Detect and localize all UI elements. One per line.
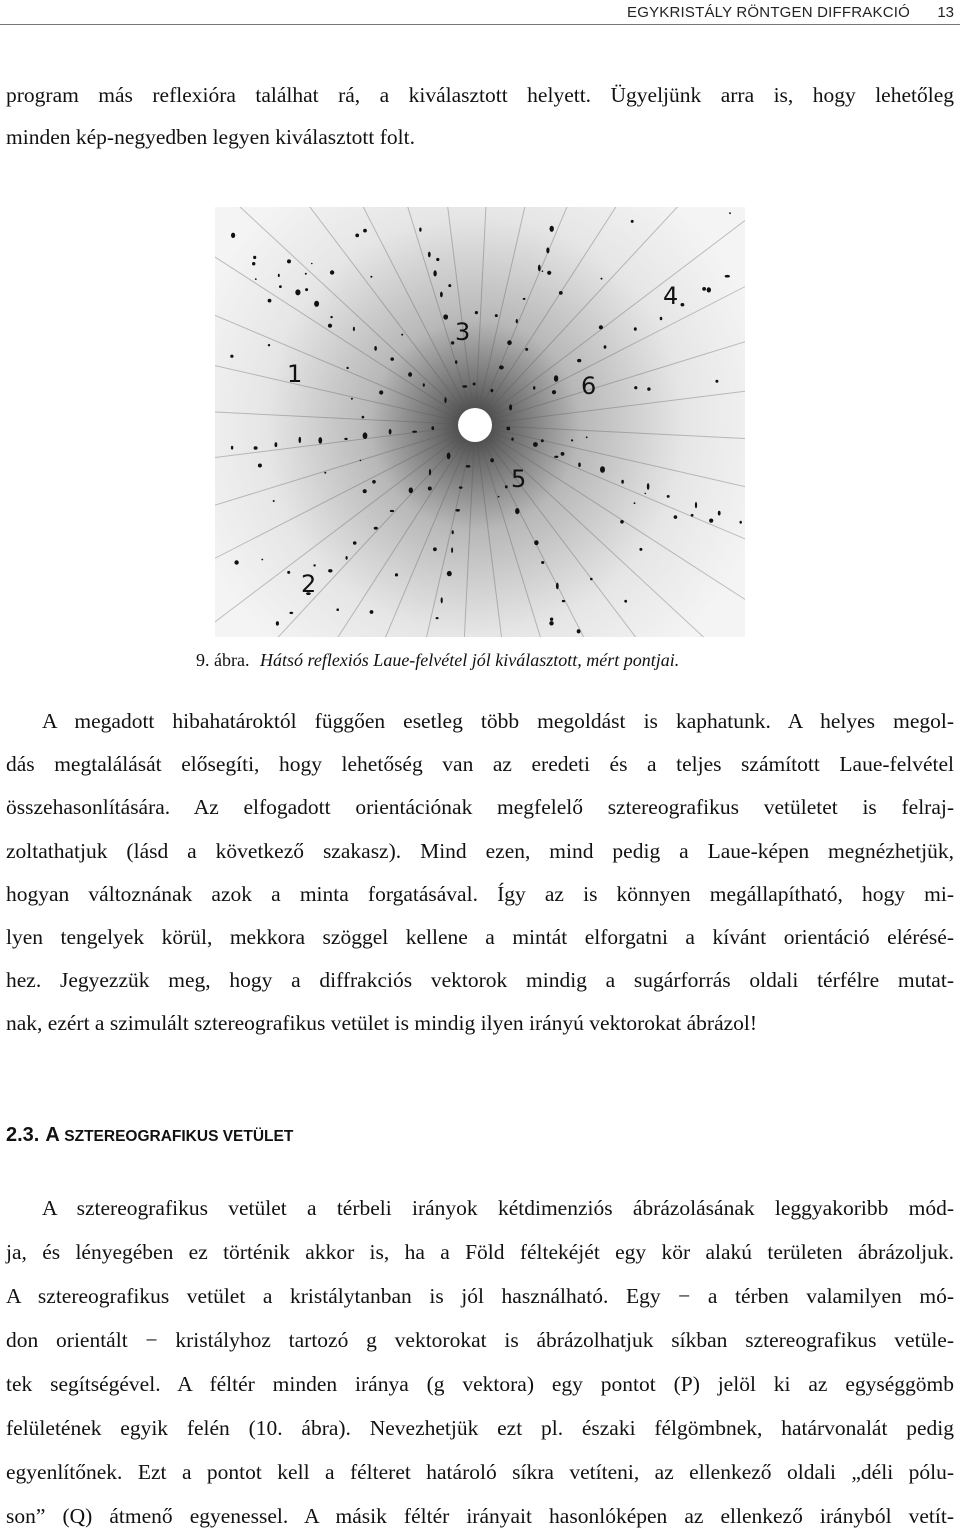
laue-spot xyxy=(499,365,504,369)
laue-spot xyxy=(451,547,453,553)
laue-spot xyxy=(313,564,315,566)
text-line: A sztereografikus vetület a térbeli irányok kétdimenziós ábrázolásának leggyakoribb mód- xyxy=(42,1196,954,1220)
laue-spot xyxy=(639,548,642,551)
text-line: don orientált − kristályhoz tartozó g vektorokat is ábrázolhatjuk síkban sztereografikus vetüle- xyxy=(6,1328,954,1352)
beam-stop xyxy=(458,408,492,442)
laue-spot xyxy=(473,383,476,386)
laue-spot xyxy=(562,600,565,602)
laue-spot xyxy=(634,327,637,331)
laue-spot xyxy=(740,521,742,524)
text-line: hez. Jegyezzük meg, hogy a diffrakciós vektorok mindig a sugárforrás oldali térfélre mutat- xyxy=(6,968,954,993)
laue-spot xyxy=(412,431,417,433)
laue-spot xyxy=(234,560,238,564)
laue-spot xyxy=(647,483,650,490)
text-line: lyen tengelyek körül, mekkora szöggel kellene a mintát elforgatni a kívánt orientáció elérésé- xyxy=(6,925,954,950)
laue-spot xyxy=(549,621,553,625)
laue-spot xyxy=(328,569,332,572)
laue-spot xyxy=(455,509,460,512)
laue-spot xyxy=(534,540,538,545)
section-title: SZTEREOGRAFIKUS VETÜLET xyxy=(64,1128,294,1145)
laue-spot xyxy=(362,416,365,419)
laue-spot xyxy=(305,288,308,291)
laue-spot xyxy=(559,291,563,295)
laue-spot xyxy=(355,234,359,238)
laue-spot xyxy=(624,600,627,603)
text-line: felületének egyik felén (10. ábra). Nevezhetjük ezt pl. északi félgömbnek, határvonalát pedig xyxy=(6,1416,954,1440)
marker-2: 2 xyxy=(301,570,317,598)
caption-label: 9. ábra. xyxy=(196,650,250,670)
laue-spot xyxy=(523,298,526,300)
laue-spot xyxy=(725,275,730,278)
laue-spot xyxy=(255,278,257,280)
laue-spot xyxy=(441,597,443,603)
laue-spot xyxy=(447,453,451,460)
caption-text: Hátsó reflexiós Laue-felvétel jól kiválasztott, mért pontjai. xyxy=(259,650,680,670)
laue-spot xyxy=(353,327,355,331)
laue-spot xyxy=(729,212,731,214)
laue-spot xyxy=(305,273,307,275)
laue-spot xyxy=(336,608,339,611)
laue-spot xyxy=(525,348,528,351)
text-line: ja, és lényegében ez történik akkor is, ha a Föld féltekéjét egy kör alakú területen ábrázoljuk. xyxy=(6,1240,954,1264)
laue-spot xyxy=(273,500,275,502)
laue-spot xyxy=(620,520,624,524)
laue-spot xyxy=(533,386,535,390)
text-line: minden kép-negyedben legyen kiválasztott folt. xyxy=(6,125,415,149)
laue-spot xyxy=(506,427,510,431)
laue-spot xyxy=(556,583,559,590)
marker-5: 5 xyxy=(511,465,527,493)
laue-spot xyxy=(604,345,607,348)
laue-spot xyxy=(279,285,282,288)
laue-spot xyxy=(647,387,650,390)
laue-spot xyxy=(577,359,581,362)
laue-spot xyxy=(447,571,452,576)
laue-spot xyxy=(231,446,233,450)
laue-spot xyxy=(715,380,718,383)
laue-spot xyxy=(550,226,554,232)
section-title-initial: A xyxy=(45,1124,60,1146)
laue-spot xyxy=(268,299,272,303)
text-line: dás megtalálását elősegíti, hogy lehetőség van az eredeti és a teljes számított Laue-felvétel xyxy=(6,752,954,777)
text-line: tek segítségével. A féltér minden iránya (g vektora) egy pontot (P) jelöl ki az egységgömb xyxy=(6,1372,954,1396)
laue-spot xyxy=(709,519,713,523)
laue-spot xyxy=(590,578,593,581)
laue-spot xyxy=(324,472,326,474)
laue-spot xyxy=(542,270,544,272)
laue-spot xyxy=(634,386,637,389)
laue-spot xyxy=(390,510,394,512)
laue-spot xyxy=(287,259,291,263)
laue-spot xyxy=(295,289,300,295)
laue-spot xyxy=(346,367,348,369)
laue-spot xyxy=(667,495,670,498)
laue-spot xyxy=(299,437,302,443)
laue-pattern-figure xyxy=(215,207,745,637)
laue-spot xyxy=(258,464,262,468)
laue-spot xyxy=(311,263,313,265)
paragraph-stereographic xyxy=(6,1186,954,1538)
laue-spot xyxy=(702,287,706,291)
laue-spot xyxy=(431,426,434,430)
laue-spot xyxy=(490,458,494,462)
laue-spot xyxy=(516,319,518,323)
laue-spot xyxy=(452,530,454,534)
laue-spot xyxy=(554,456,558,458)
laue-spot xyxy=(261,559,263,561)
laue-spot xyxy=(351,398,353,400)
laue-spot xyxy=(389,429,392,435)
laue-spot xyxy=(561,452,565,456)
laue-spot xyxy=(344,438,347,440)
running-header xyxy=(0,0,960,25)
text-line: son” (Q) átmenő egyenessel. A másik féltér irányait hasonlóképen az ellenkező irányból vetít- xyxy=(6,1504,954,1528)
laue-spot xyxy=(459,486,463,488)
laue-spot xyxy=(462,385,467,387)
laue-spot xyxy=(253,256,256,259)
laue-spot xyxy=(363,229,367,233)
laue-spot xyxy=(252,262,255,265)
laue-spot xyxy=(498,496,500,498)
laue-spot xyxy=(444,397,446,403)
laue-spot xyxy=(674,515,678,519)
text-line: egyenlítőnek. Ezt a pontot kell a félteret határoló síkra vetíteni, az ellenkező oldali „déli pólu- xyxy=(6,1460,954,1484)
laue-spot xyxy=(491,389,494,392)
marker-4: 4 xyxy=(663,282,679,310)
laue-spot xyxy=(541,439,544,442)
laue-spot xyxy=(289,612,293,614)
header-title: EGYKRISTÁLY RÖNTGEN DIFFRAKCIÓ xyxy=(627,4,910,21)
text-line: A megadott hibahatároktól függően esetleg több megoldást is kaphatunk. A helyes megol- xyxy=(42,709,954,733)
laue-spot xyxy=(436,258,439,261)
laue-spot xyxy=(419,228,421,232)
laue-spot xyxy=(475,311,478,314)
laue-spot xyxy=(538,265,541,272)
laue-spot xyxy=(276,621,279,625)
laue-spot xyxy=(451,341,454,344)
laue-spot xyxy=(546,247,549,253)
laue-spot xyxy=(230,355,233,358)
text-line: zoltathatjuk (lásd a következő szakasz). Mind ezen, mind pedig a Laue-képen megnézhetjük, xyxy=(6,838,954,863)
laue-spot xyxy=(254,446,258,450)
laue-spot xyxy=(695,502,697,508)
laue-spot xyxy=(495,314,498,317)
text-line: nak, ezért a szimulált sztereografikus vetület is mindig ilyen irányú vektorokat ábrázol! xyxy=(6,1011,758,1036)
laue-spot xyxy=(577,629,581,633)
laue-spot xyxy=(601,278,603,280)
laue-spot xyxy=(314,301,319,307)
text-line: program más reflexióra találhat rá, a kiválasztott helyett. Ügyeljünk arra is, hogy lehetőleg xyxy=(6,83,954,107)
laue-spot xyxy=(353,541,357,545)
laue-spot xyxy=(401,334,403,336)
laue-spot xyxy=(423,383,425,387)
laue-spot xyxy=(505,485,508,488)
laue-spot xyxy=(554,375,558,382)
laue-spot xyxy=(363,489,367,493)
laue-spot xyxy=(428,487,432,491)
laue-spot xyxy=(372,480,376,484)
laue-spot xyxy=(390,357,394,360)
laue-spot xyxy=(509,404,512,410)
laue-spot xyxy=(374,527,378,530)
laue-spot xyxy=(600,466,605,473)
laue-spot xyxy=(718,511,721,516)
laue-spot xyxy=(318,437,322,444)
laue-spot xyxy=(515,508,519,514)
laue-spot xyxy=(507,340,512,345)
laue-spot xyxy=(599,325,603,329)
laue-spot xyxy=(443,314,448,319)
text-line: A sztereografikus vetület a kristálytanban is jól használható. Egy − a térben valamilyen mó- xyxy=(6,1284,954,1308)
laue-spot xyxy=(448,284,451,287)
laue-spot xyxy=(275,442,278,447)
laue-spot xyxy=(433,270,436,276)
laue-spot xyxy=(466,465,471,468)
laue-spot xyxy=(547,271,551,275)
marker-1: 1 xyxy=(287,360,303,388)
paragraph-intro xyxy=(6,74,954,158)
text-line: összehasonlítására. Az elfogadott orientációnak megfelelő sztereografikus vetületet is felraj- xyxy=(6,795,954,820)
laue-spot xyxy=(436,617,439,619)
laue-spot xyxy=(586,436,588,438)
laue-spot xyxy=(370,276,372,278)
laue-spot xyxy=(330,316,332,318)
laue-spot xyxy=(433,547,437,551)
marker-3: 3 xyxy=(455,318,471,346)
laue-spot xyxy=(278,274,280,277)
laue-spot xyxy=(428,252,431,258)
laue-spot xyxy=(231,233,235,238)
marker-6: 6 xyxy=(581,372,597,400)
laue-spot xyxy=(268,344,270,346)
laue-spot xyxy=(374,346,377,351)
laue-spot xyxy=(691,514,694,517)
laue-spot xyxy=(621,480,624,484)
laue-spot xyxy=(578,463,581,468)
laue-spot xyxy=(346,556,348,560)
laue-spot xyxy=(370,610,374,614)
laue-spot xyxy=(681,303,685,306)
laue-spot xyxy=(550,618,553,621)
laue-spot xyxy=(287,571,290,574)
laue-spot xyxy=(379,390,383,394)
figure-caption xyxy=(196,650,679,671)
laue-spot xyxy=(533,442,538,447)
laue-spot xyxy=(328,324,332,328)
laue-spot xyxy=(571,439,573,441)
laue-spot xyxy=(455,360,457,364)
laue-spot xyxy=(440,292,443,298)
laue-spot xyxy=(660,317,663,321)
laue-spot xyxy=(360,460,362,462)
laue-spot xyxy=(330,270,334,274)
laue-spot xyxy=(541,561,544,564)
laue-spot xyxy=(634,502,636,504)
section-number: 2.3. xyxy=(6,1124,40,1146)
laue-spot xyxy=(363,432,368,439)
laue-spot xyxy=(395,573,398,576)
laue-spot xyxy=(429,469,431,476)
section-heading xyxy=(6,1124,293,1147)
laue-spot xyxy=(552,390,556,394)
paragraph-solutions xyxy=(6,700,954,1046)
text-line: hogyan változnának azok a minta forgatásával. Így az is könnyen megállapítható, hogy mi- xyxy=(6,881,954,906)
laue-spot xyxy=(645,493,647,495)
laue-spot xyxy=(409,487,413,493)
laue-spot xyxy=(511,438,513,441)
page-number: 13 xyxy=(937,4,954,21)
laue-spot xyxy=(408,372,412,377)
laue-spot xyxy=(631,220,634,223)
laue-spot xyxy=(707,287,711,292)
